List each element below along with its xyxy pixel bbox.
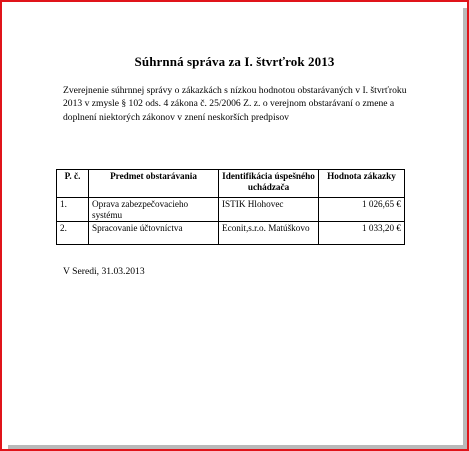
table-row <box>57 198 405 222</box>
row-num: 2. <box>57 222 89 245</box>
header-value: Hodnota zákazky <box>319 170 405 198</box>
place-and-date: V Seredi, 31.03.2013 <box>63 266 145 277</box>
table-row <box>57 222 405 245</box>
row-subject: Oprava zabezpečovacieho systému <box>89 198 219 222</box>
row-value: 1 026,65 € <box>319 198 405 222</box>
header-identification: Identifikácia úspešného uchádzača <box>219 170 319 198</box>
frame-shadow-bottom <box>8 445 467 449</box>
contracts-table <box>56 169 405 245</box>
table-header-row <box>57 170 405 198</box>
row-subject: Spracovanie účtovníctva <box>89 222 219 245</box>
header-num: P. č. <box>57 170 89 198</box>
row-num: 1. <box>57 198 89 222</box>
header-subject: Predmet obstarávania <box>89 170 219 198</box>
row-identification: ISTIK Hlohovec <box>219 198 319 222</box>
row-identification: Econit,s.r.o. Matúškovo <box>219 222 319 245</box>
intro-paragraph: Zverejnenie súhrnnej správy o zákazkách s nízkou hodnotou obstarávaných v I. štvrťroku 2013 v zmysle § 102 ods. 4 zákona č. 25/2006 Z. z. o verejnom obstarávaní o zmene a doplnení niektorých zákonov v znení neskorších predpisov <box>63 85 407 123</box>
frame-shadow-right <box>463 8 467 449</box>
document-title: Súhrnná správa za I. štvrťrok 2013 <box>134 54 335 69</box>
row-value: 1 033,20 € <box>319 222 405 245</box>
